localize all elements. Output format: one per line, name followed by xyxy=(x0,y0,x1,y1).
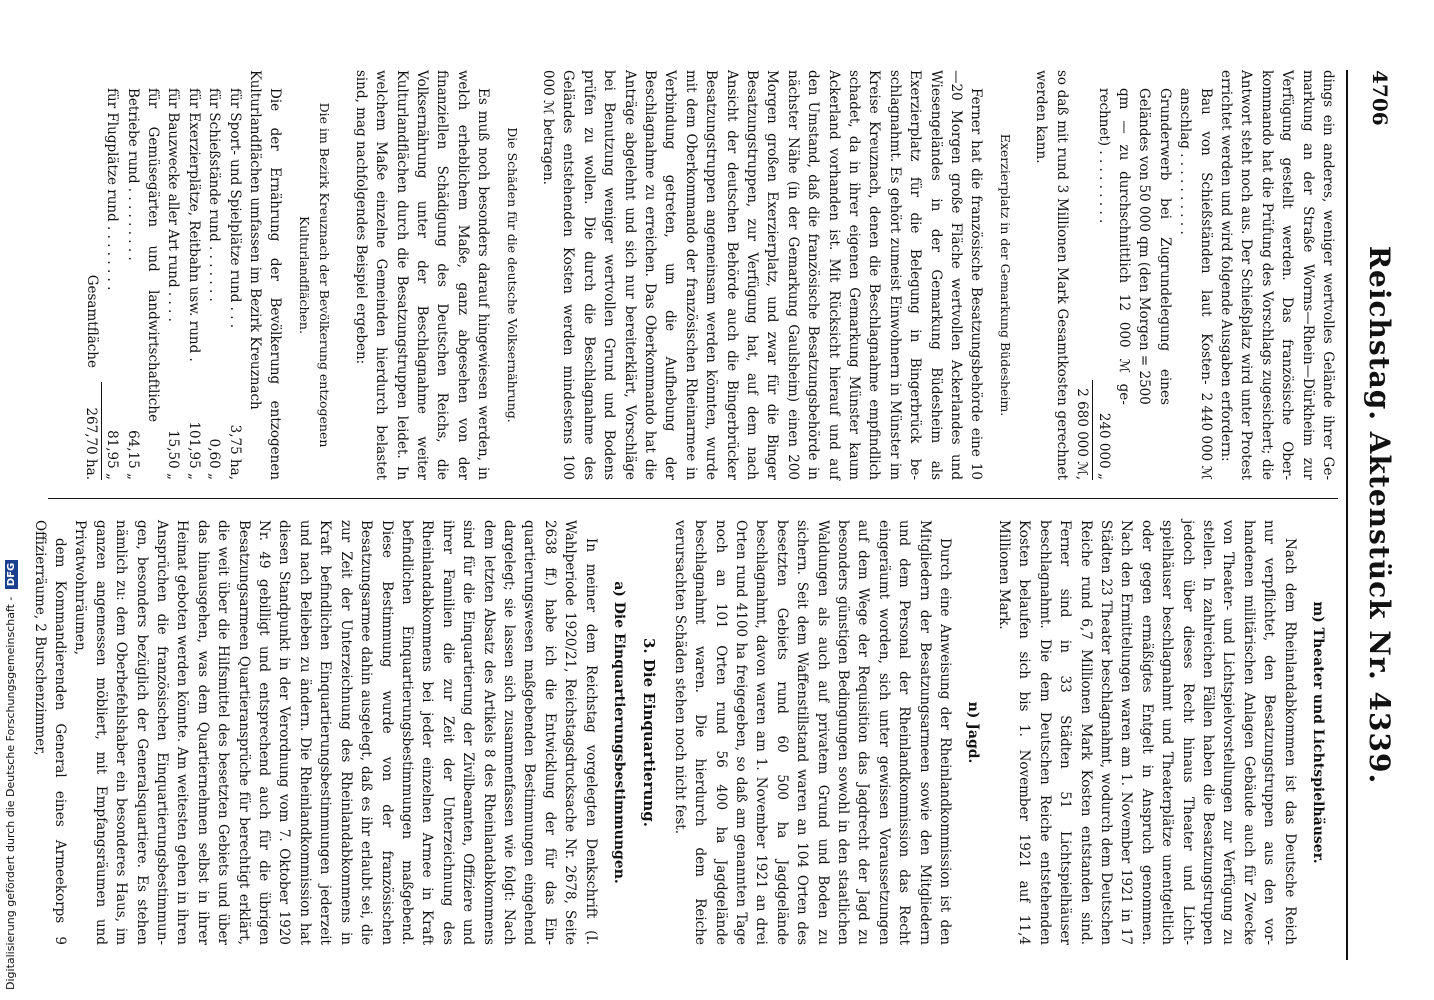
dfg-logo: DFG xyxy=(5,560,18,589)
cost-label: Bau von Schießständen laut Kostenanschlag . . . . . . . . . . xyxy=(1177,88,1214,385)
cost-label: Grunderwerb bei Zugrundelegung eines Geländes von 50 000 qm (den Morgen = 2500 qm — zu durchschnittlich 12 000 ℳ gerechnet) . . . . . . . . . xyxy=(1095,88,1173,405)
area-label: für Flugplätze rund . . . . . . . . xyxy=(104,88,121,291)
paragraph: so daß mit rund 3 Millionen Mark Gesamtkosten gerechnet werden kann. xyxy=(1033,70,1070,480)
area-total-label: Gesamtfläche xyxy=(83,274,100,368)
paragraph: dem Kommandierenden General eines Armeekorps 9 Offizierräume, 2 Burschenzimmer, xyxy=(31,520,69,945)
cost-value: 2 440 000 ℳ xyxy=(1197,392,1214,480)
paragraph: Durch eine Anweisung der Rheinlandkommission ist den Mitgliedern der Besatzungsarmeen sowie den Mitgliedern und dem Personal der Rheinlandkommission das Recht eingeräumt worden, sich unter gewissen Voraussetzungen auf dem Wege der Requisition das Jagdrecht der Jagd zu besonders günstigen Bedingungen sowohl in den staatlichen Waldungen als auch auf privatem Grund und Boden zu sichern. Seit dem Waffenstillstand waren an 104 Orten des besetzten Gebiets rund 60 500 ha Jagdgelände beschlagnahmt, davon waren am 1. November 1921 an drei Orten rund 4100 ha freigegeben, so daß am genannten Tage noch an 101 Orten rund 56 400 ha Jagdgelände beschlagnahmt waren. Die hierdurch dem Reiche verursachten Schäden stehen noch nicht fest. xyxy=(671,520,954,945)
digitization-footer xyxy=(4,560,18,990)
section-heading: Die Schäden für die deutsche Volksernährung. xyxy=(504,127,520,423)
paragraph: Es muß noch besonders darauf hingewiesen werden, in welch erheblichem Maße, ganz abgesehen von der finanziellen Schädigung des Deutschen Reichs, die Volksernährung unter der Beschlagnahme weiter Kulturlandflächen durch die Besatzungstruppen leidet. In welchem Maße einzelne Gemeinden hierdurch belastet sind, mag nachfolgendes Beispiel ergeben: xyxy=(352,70,492,480)
area-row xyxy=(183,70,203,480)
left-column xyxy=(48,70,1338,480)
header-rule xyxy=(1346,70,1348,960)
cost-total-row xyxy=(1072,70,1093,480)
section-heading: Exerzierplatz in der Gemarkung Büdesheim. xyxy=(997,133,1013,417)
paragraph: In meiner dem Reichstag vorgelegten Denkschrift (I. Wahlperiode 1920/21, Reichstagsdrucksache Nr. 2678, Seite 2638 ff.) habe ich die Entwicklung der für das Einquartierungswesen maßgebenden Bestimmungen eingehend dargelegt; sie lassen sich zusammenfassen wie folgt: Nach dem letzten Absatz des Artikels 8 des Rheinlandabkommens sind für die Einquartierung der Zivilbeamten, Offiziere und ihrer Familien die zur Zeit der Unterzeichnung des Rheinlandabkommens bei jeder einzelnen Armee in Kraft befindlichen Einquartierungsbestimmungen maßgebend. Diese Bestimmung wurde von der französischen Besatzungsarmee dahin ausgelegt, daß es ihr erlaubt sei, die zur Zeit der Unterzeichnung des Rheinlandabkommens in Kraft befindlichen Einquartierungsbestimmungen jederzeit und nach Belieben zu ändern. Die Rheinlandkommission hat diesen Standpunkt in der Verordnung vom 7. Oktober 1920 Nr. 49 gebilligt und entsprechend auch für die übrigen Besatzungsarmeen Quartieransprüche für berechtigt erklärt, die weit über die Hilfsmittel des besetzten Gebiets und über das hinausgehen, was dem Quartiernehmen selbst in ihrer Heimat geboten werden könnte. Am weitesten gehen in ihren Ansprüchen die französischen Einquartierungsbestimmungen, besonders bezüglich der Generalsquartiere. Es stehen nämlich zu: dem Oberbefehlshaber ein besonderes Haus, im ganzen angemessen möbliert, mit Empfangsräumen und Privatwohnräumen, xyxy=(72,520,599,945)
section-heading: n) Jagd. xyxy=(965,701,982,764)
area-value: 81,95 „ xyxy=(104,430,121,480)
column-divider xyxy=(48,498,1338,499)
cost-row xyxy=(1093,70,1175,480)
paragraph: Nach dem Rheinlandabkommen ist das Deutsche Reich nur verpflichtet, den Besatzungstruppen aus den vorhandenen militärischen Anlagen Gebäude auch für Zwecke von Theater- und Lichtspielvorstellungen zur Verfügung zu stellen. In zahlreichen Fällen haben die Besatzungstruppen jedoch über dieses Recht hinaus Theater und Lichtspielhäuser beschlagnahmt und Theaterplätze unentgeltlich oder gegen ermäßigtes Entgelt in Anspruch genommen. Nach den Ermittelungen waren am 1. November 1921 in 17 Städten 23 Theater beschlagnahmt, wodurch dem Deutschen Reiche rund 6,7 Millionen Mark Kosten entstanden sind. Ferner sind in 33 Städten 51 Lichtspielhäuser beschlagnahmt. Die dem Deutschen Reiche entstehenden Kosten belaufen sich bis 1. November 1921 auf 11,4 Millionen Mark. xyxy=(995,520,1298,945)
area-value: 15,50 „ xyxy=(165,430,182,480)
area-label: für Gemüsegärten und landwirtschaftliche Betriebe rund . . . . . . . . . xyxy=(124,88,162,423)
chapter-heading: 3. Die Einquartierung. xyxy=(640,637,659,827)
page-title: Reichstag. Aktenstück Nr. 4339. xyxy=(1363,245,1396,785)
section-heading: a) Die Einquartierungsbestimmungen. xyxy=(611,581,627,884)
cost-value: 240 000 „ xyxy=(1095,412,1112,480)
area-label: für Sport- und Spielplätze rund . . . xyxy=(226,88,243,329)
cost-row xyxy=(1175,70,1216,480)
area-total-value: 267,70 ha. xyxy=(80,382,101,480)
area-total-row xyxy=(80,70,101,480)
area-row xyxy=(102,70,122,480)
section-heading: m) Theater und Lichtspielhäuser. xyxy=(1310,601,1326,864)
area-value: 101,95 „ xyxy=(185,421,202,480)
paragraph: Ferner hat die französische Besatzungsbehörde eine 10—20 Morgen große Fläche wertvollen Ackerlandes und Wiesengeländes in der Gemarkung Büdesheim als Exerzierplatz für die Belegung in Bingerbrück beschlagnahmt. Es gehört zumeist Einwohnern in Münster im Kreise Kreuznach, denen die Beschlagnahme empfindlich schadet, da in ihrer eigenen Gemarkung Münster kaum Ackerland vorhanden ist. Mit Rücksicht hierauf und auf den Umstand, daß die französische Besatzungsbehörde in nächster Nähe (in der Gemarkung Gaulsheim) einen 200 Morgen großen Exerzierplatz, und zwar für die Binger Besatzungstruppen, zur Verfügung hat, auf dem nach Ansicht der deutschen Behörde auch die Bingerbrücker Besatzungstruppen angemeinsam werden könnten, wurde mit dem Oberkommando der französischen Rheinarmee in Verbindung getreten, um die Aufhebung der Beschlagnahme zu erreichen. Das Oberkommando hat die Anträge abgelehnt und sich nur bereiterklärt, Vorschläge bei Benutzung weniger wertvollen Grund und Bodens prüfen zu wollen. Die durch die Beschlagnahme des Geländes entstehenden Kosten werden mindestens 100 000 ℳ betragen. xyxy=(539,70,985,480)
area-list xyxy=(80,70,244,480)
area-label: für Exerzierplätze, Reitbahn usw. rund . xyxy=(185,88,202,362)
right-column xyxy=(31,520,1338,945)
area-value: 0,60 „ xyxy=(206,438,223,480)
paragraph: dings ein anderes, weniger wertvolles Gelände ihrer Gemarkung an der Straße Worms—Rhein—Dürkheim zur Verfügung gestellt werden. Das französische Oberkommando hat die Prüfung des Vorschlags zugesichert; die Antwort steht noch aus. Der Schießplatz wird unter Protest errichtet werden und wird folgende Ausgaben erfordern: xyxy=(1217,70,1336,480)
area-row xyxy=(163,70,183,480)
area-label: für Schießstände rund . . . . . . . xyxy=(206,88,223,302)
area-row xyxy=(224,70,244,480)
area-row xyxy=(204,70,224,480)
area-label: für Bauzwecke aller Art rund . . . . xyxy=(165,88,182,322)
area-value: 3,75 ha, xyxy=(226,424,243,480)
footer-text: Digitalisierung gefördert durch die Deutsche Forschungsgemeinschaft - xyxy=(4,596,17,990)
cost-total: 2 680 000 ℳ, xyxy=(1072,380,1093,480)
page-header xyxy=(1356,70,1396,960)
area-value: 64,15 „ xyxy=(124,430,141,480)
paragraph: Die der Ernährung der Bevölkerung entzogenen Kulturlandflächen umfassen im Bezirk Kreuznach xyxy=(247,70,284,480)
area-row xyxy=(122,70,163,480)
page-number: 4706 xyxy=(1368,70,1392,126)
section-heading: Die im Bezirk Kreuznach der Bevölkerung entzogenen Kulturlandflächen. xyxy=(296,102,333,448)
